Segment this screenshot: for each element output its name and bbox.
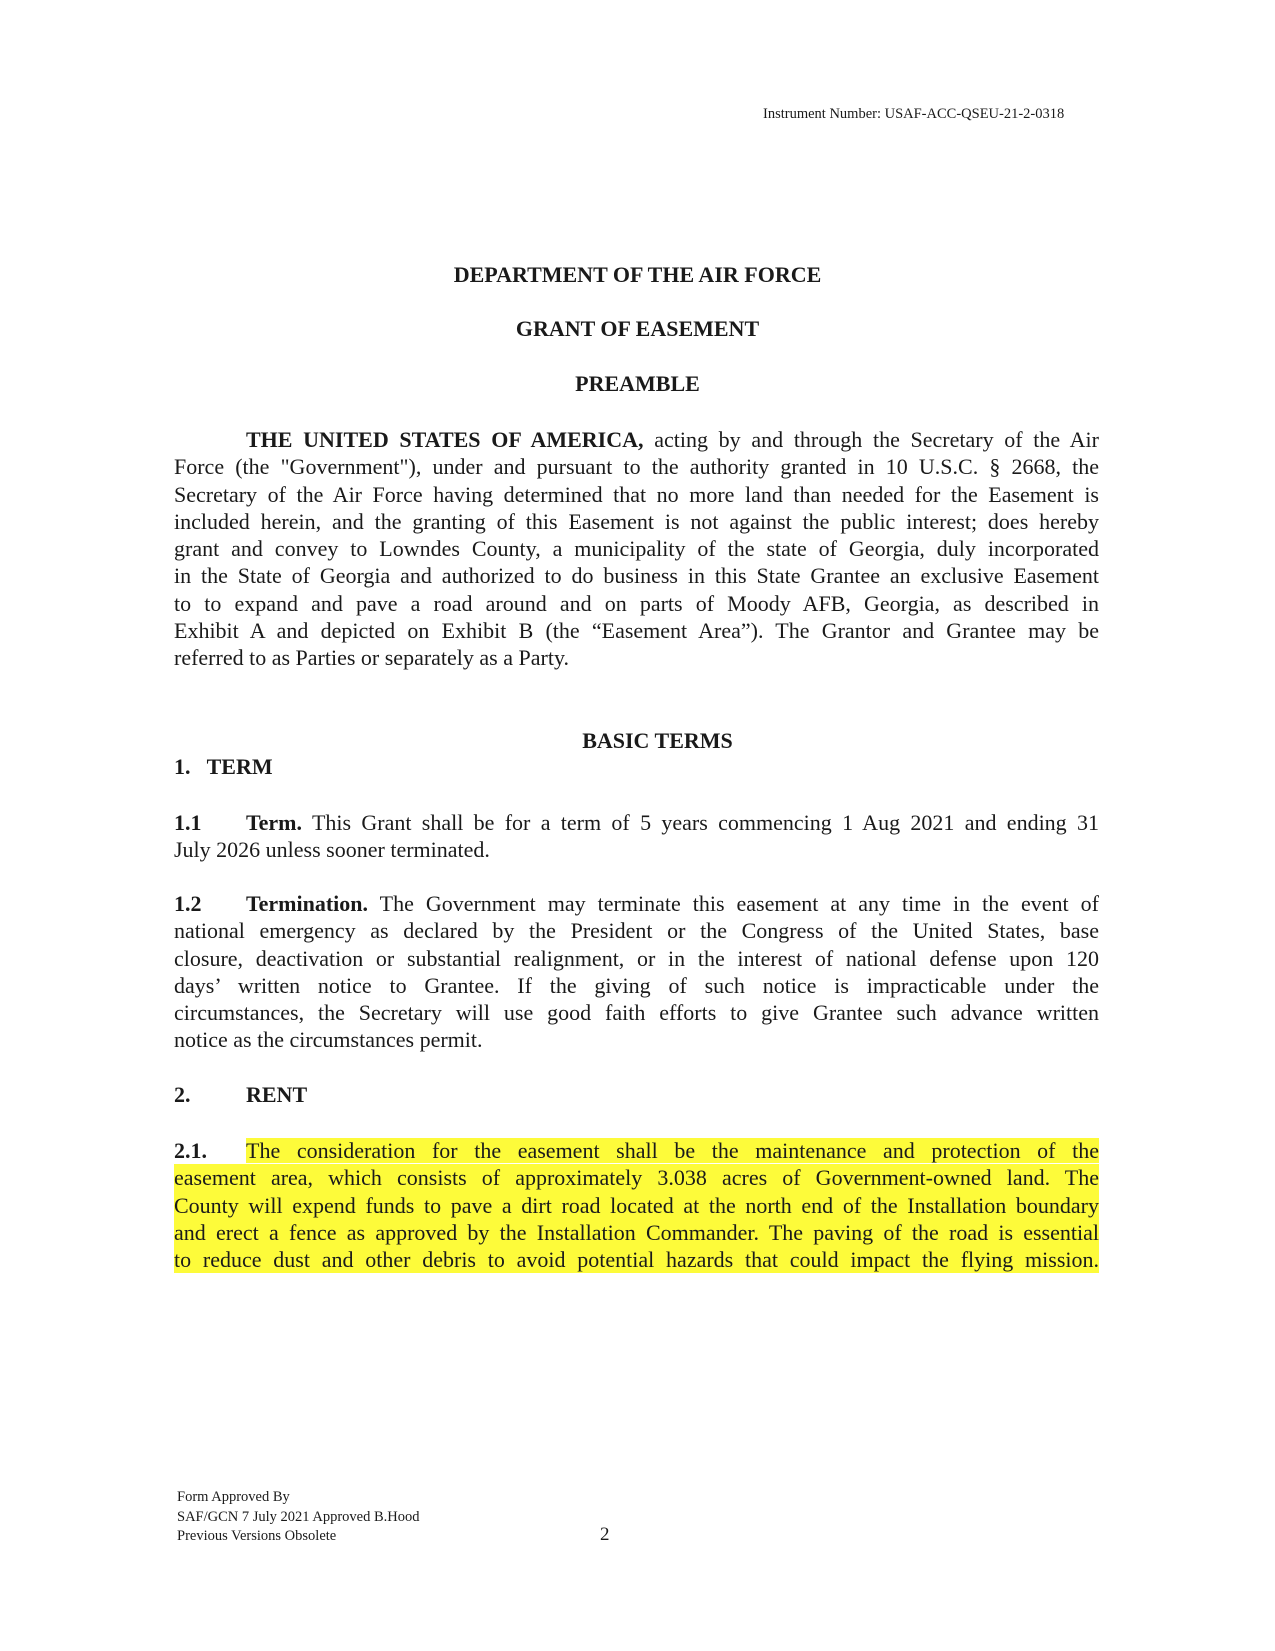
section-line: July 2026 unless sooner terminated. (174, 837, 490, 863)
footer-line: Form Approved By (177, 1489, 290, 1505)
form-footer (177, 1488, 420, 1547)
preamble-paragraph (174, 426, 1099, 672)
preamble-line: grant and convey to Lowndes County, a municipality of the state of Georgia, duly incorporated (174, 536, 1099, 562)
highlighted-line: easement area, which consists of approximately 3.038 acres of Government-owned land. The (174, 1165, 1099, 1191)
section-1-2: 1.2 Termination. The Government may terminate this easement at any time in the event of national emergency as declared by the President or the Congress of the United States, base closure, deactivation or substantial realignment, or in the interest of national defense upon 120 days’ written notice to Grantee. If the giving of such notice is impracticable under the circumstances, the Secretary will use good faith efforts to give Grantee such advance written notice as the circumstances permit. (174, 891, 1099, 1053)
section-title: Termination. (246, 891, 369, 916)
preamble-heading: PREAMBLE (575, 371, 700, 396)
highlighted-line: County will expend funds to pave a dirt road located at the north end of the Installation boundary (174, 1192, 1099, 1218)
preamble-line: THE UNITED STATES OF AMERICA, acting by and through the Secretary of the Air (246, 427, 1099, 452)
preamble-line: Secretary of the Air Force having determined that no more land than needed for the Easement is (174, 481, 1099, 507)
preamble-line: Exhibit A and depicted on Exhibit B (the “Easement Area”). The Grantor and Grantee may be (174, 618, 1099, 644)
highlighted-text: The consideration for the easement shall be the maintenance and protection of the (246, 1138, 1099, 1163)
department-title: DEPARTMENT OF THE AIR FORCE (453, 262, 822, 287)
preamble-line: included herein, and the granting of this Easement is not against the public interest; does hereby (174, 508, 1099, 534)
basic-terms-heading: BASIC TERMS (582, 728, 733, 753)
section-line: days’ written notice to Grantee. If the giving of such notice is impracticable under the (174, 972, 1099, 998)
section-number: 2.1. (174, 1138, 207, 1163)
preamble-line: referred to as Parties or separately as a Party. (174, 645, 570, 671)
section-line: national emergency as declared by the President or the Congress of the United States, base (174, 918, 1099, 944)
grant-title: GRANT OF EASEMENT (515, 316, 760, 341)
section-1-1: 1.1 Term. This Grant shall be for a term of 5 years commencing 1 Aug 2021 and ending 31 July 2026 unless sooner terminated. (174, 810, 1099, 863)
section-number: 1.1 (174, 810, 202, 835)
footer-line: SAF/GCN 7 July 2021 Approved B.Hood (177, 1508, 420, 1525)
footer-line: Previous Versions Obsolete (177, 1528, 337, 1544)
section-2-heading: 2. RENT (174, 1082, 308, 1107)
section-title: Term. (246, 810, 303, 835)
section-line: circumstances, the Secretary will use good faith efforts to give Grantee such advance written (174, 1000, 1099, 1026)
highlighted-line: and erect a fence as approved by the Installation Commander. The paving of the road is essential (174, 1219, 1099, 1245)
preamble-line: to to expand and pave a road around and on parts of Moody AFB, Georgia, as described in (174, 590, 1099, 616)
section-2-1 (174, 1137, 1099, 1273)
instrument-number: Instrument Number: USAF-ACC-QSEU-21-2-0318 (763, 106, 1065, 122)
section-1-heading: 1. TERM (174, 754, 273, 779)
section-line: closure, deactivation or substantial realignment, or in the interest of national defense upon 120 (174, 945, 1099, 971)
preamble-lead: THE UNITED STATES OF AMERICA, (246, 427, 644, 452)
section-number: 1.2 (174, 891, 202, 916)
highlighted-line: to reduce dust and other debris to avoid potential hazards that could impact the flying mission. (174, 1247, 1099, 1273)
section-line: notice as the circumstances permit. (174, 1027, 483, 1053)
preamble-line: in the State of Georgia and authorized to do business in this State Grantee an exclusive Easement (174, 563, 1099, 589)
page-number: 2 (600, 1524, 610, 1545)
preamble-line: Force (the "Government"), under and pursuant to the authority granted in 10 U.S.C. § 2668, the (174, 454, 1099, 480)
